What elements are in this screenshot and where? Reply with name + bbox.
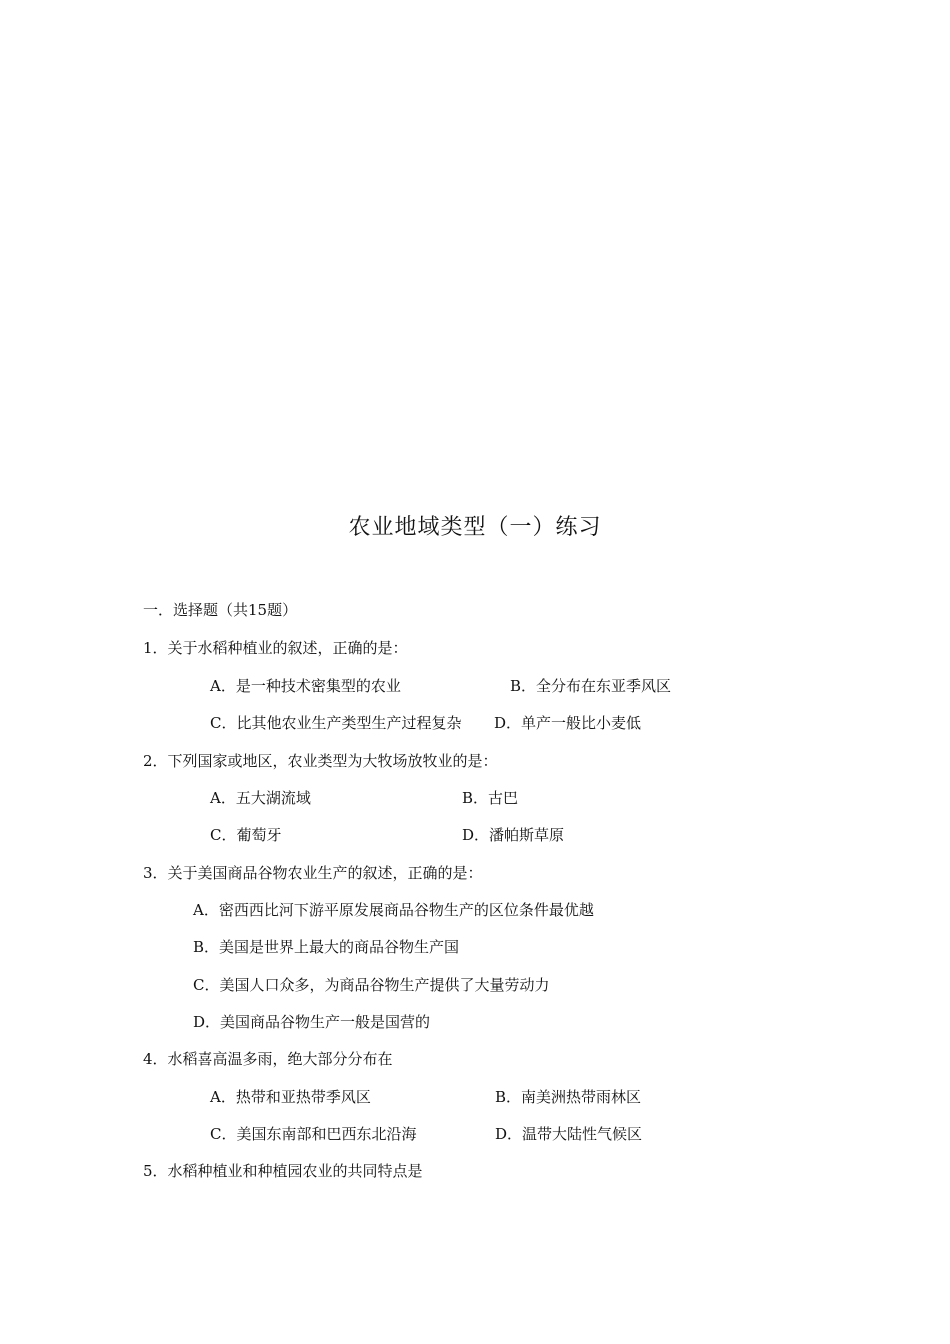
question-3-option-b: B．美国是世界上最大的商品谷物生产国 [193,938,460,956]
question-2-stem: 2．下列国家或地区，农业类型为大牧场放牧业的是： [143,752,498,770]
question-4-stem: 4．水稻喜高温多雨，绝大部分分布在 [143,1050,393,1068]
question-4-option-c: C．美国东南部和巴西东北沿海 [210,1125,417,1143]
question-1-option-c: C．比其他农业生产类型生产过程复杂 [210,714,462,732]
page-title: 农业地域类型（一）练习 [348,515,602,540]
question-2-option-b: B．古巴 [462,789,519,807]
question-1-option-b: B．全分布在东亚季风区 [510,677,672,695]
question-3-option-d: D．美国商品谷物生产一般是国营的 [193,1013,431,1031]
question-1-option-d: D．单产一般比小麦低 [494,714,642,732]
question-1-option-a: A．是一种技术密集型的农业 [210,677,401,695]
question-4-option-d: D．温带大陆性气候区 [495,1125,643,1143]
section-heading: 一．选择题（共15题） [143,601,298,619]
question-3-option-c: C．美国人口众多，为商品谷物生产提供了大量劳动力 [193,976,550,994]
question-2-option-c: C．葡萄牙 [210,826,282,844]
question-3-option-a: A．密西西比河下游平原发展商品谷物生产的区位条件最优越 [193,901,594,919]
question-2-option-a: A．五大湖流域 [210,789,311,807]
question-4-option-b: B．南美洲热带雨林区 [495,1088,642,1106]
question-5-stem: 5．水稻种植业和种植园农业的共同特点是 [143,1162,423,1180]
question-2-option-d: D．潘帕斯草原 [462,826,565,844]
question-1-stem: 1．关于水稻种植业的叙述，正确的是： [143,639,408,657]
question-4-option-a: A．热带和亚热带季风区 [210,1088,371,1106]
question-3-stem: 3．关于美国商品谷物农业生产的叙述，正确的是： [143,864,483,882]
